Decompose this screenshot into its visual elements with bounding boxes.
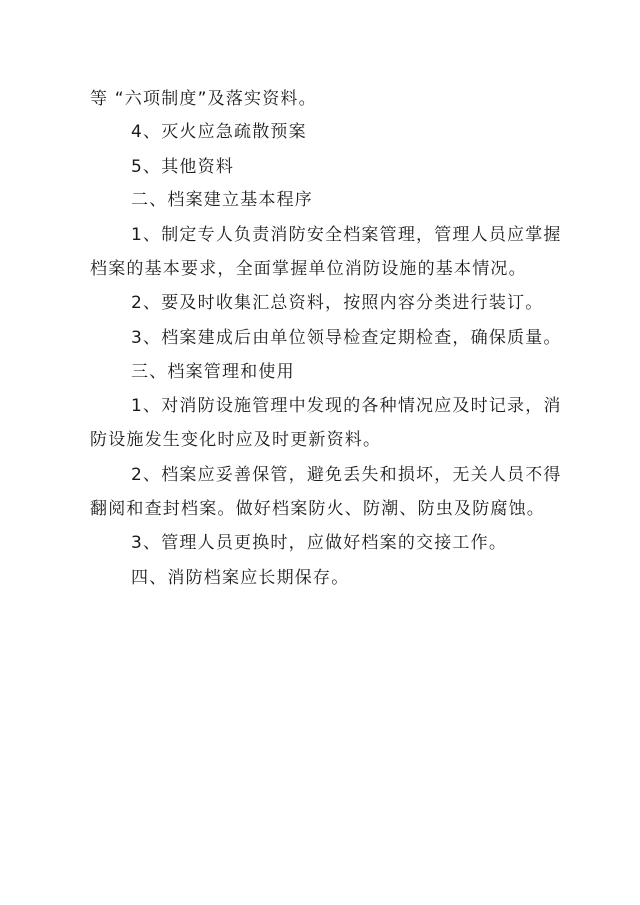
list-item-evacuation-plan: 4、灭火应急疏散预案	[131, 122, 307, 142]
paragraph-3-1-line-1: 1、对消防设施管理中发现的各种情况应及时记录，消	[131, 396, 562, 416]
paragraph-2-1-line-2: 档案的基本要求，全面掌握单位消防设施的基本情况。	[90, 259, 527, 279]
paragraph-2-3: 3、档案建成后由单位领导检查定期检查，确保质量。	[131, 328, 562, 348]
paragraph-3-2-line-1: 2、档案应妥善保管，避免丢失和损坏，无关人员不得	[131, 465, 562, 485]
paragraph-3-3: 3、管理人员更换时，应做好档案的交接工作。	[131, 533, 508, 553]
section-heading-4: 四、消防档案应长期保存。	[131, 568, 350, 588]
paragraph-3-2-line-2: 翻阅和查封档案。做好档案防火、防潮、防虫及防腐蚀。	[90, 499, 545, 519]
list-item-other-materials: 5、其他资料	[131, 157, 235, 177]
section-heading-3: 三、档案管理和使用	[131, 362, 295, 382]
paragraph-2-1-line-1: 1、制定专人负责消防安全档案管理，管理人员应掌握	[131, 225, 562, 245]
section-heading-2: 二、档案建立基本程序	[131, 190, 313, 210]
paragraph-3-1-line-2: 防设施发生变化时应及时更新资料。	[90, 430, 382, 450]
paragraph-2-2: 2、要及时收集汇总资料，按照内容分类进行装订。	[131, 293, 544, 313]
text-line-continuation: 等 “六项制度”及落实资料。	[90, 89, 317, 109]
